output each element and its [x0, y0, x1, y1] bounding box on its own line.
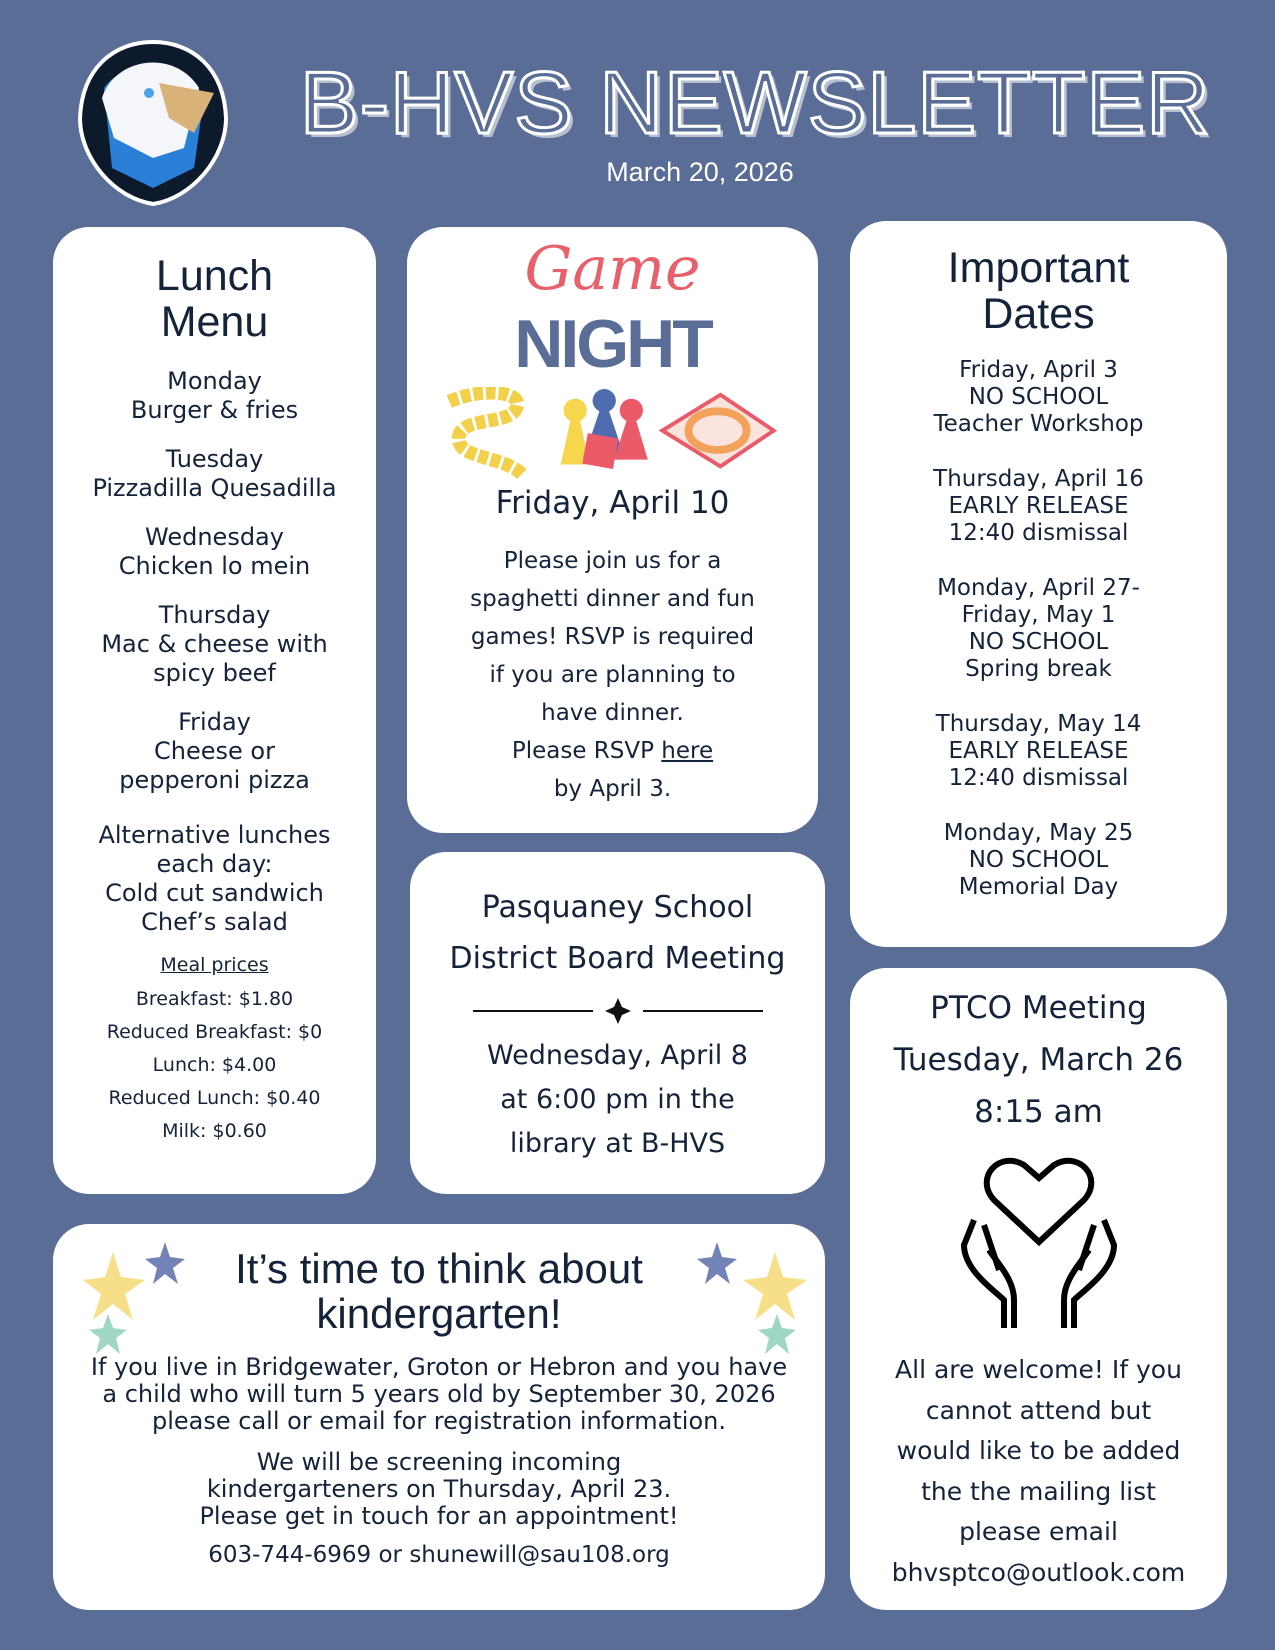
important-dates-title: Important Dates — [947, 244, 1130, 338]
meal-price: Lunch: $4.00 — [152, 1054, 277, 1076]
ptco-text: please email — [959, 1517, 1118, 1546]
lunch-day-monday — [53, 367, 376, 425]
kindergarten-contact[interactable]: 603-744-6969 or shunewill@sau108.org — [208, 1542, 670, 1568]
alternative-lunches — [53, 821, 376, 937]
meal-price: Breakfast: $1.80 — [135, 988, 294, 1010]
important-date-line: EARLY RELEASE — [948, 493, 1129, 519]
ptco-text: cannot attend but — [925, 1395, 1152, 1425]
meal-price: Reduced Breakfast: $0 — [106, 1021, 323, 1043]
kindergarten-card — [53, 1224, 825, 1610]
ptco-card — [850, 968, 1227, 1610]
important-date-line: Thursday, May 14 — [935, 711, 1142, 737]
alt-lunch-line: each day: — [156, 850, 273, 878]
kindergarten-title: It’s time to think about kindergarten! — [235, 1245, 643, 1337]
important-date-line: Friday, April 3 — [959, 357, 1118, 383]
lunch-day-tuesday — [53, 445, 376, 503]
important-dates-card — [850, 221, 1227, 947]
lunch-day-wednesday — [53, 523, 376, 581]
ptco-text: All are welcome! If you — [895, 1355, 1182, 1384]
important-date-line: Monday, April 27- — [937, 575, 1140, 601]
important-date-line: NO SCHOOL — [968, 847, 1109, 873]
important-date-line: Friday, May 1 — [961, 602, 1116, 628]
important-date-line: Thursday, April 16 — [933, 466, 1144, 492]
meal-price: Milk: $0.60 — [162, 1120, 267, 1142]
board-meeting-card — [410, 852, 825, 1194]
newsletter-date: March 20, 2026 — [606, 157, 794, 187]
hands-heart-icon — [954, 1150, 1124, 1330]
stars-right-icon — [697, 1242, 807, 1357]
kindergarten-info: please call or email for registration information. — [151, 1407, 726, 1435]
rsvp-deadline: by April 3. — [553, 776, 672, 802]
important-date-line: 12:40 dismissal — [948, 765, 1129, 791]
kindergarten-screening: Please get in touch for an appointment! — [199, 1502, 679, 1530]
important-date-item — [850, 357, 1227, 438]
game-script: Game — [524, 234, 701, 304]
game-night-text: spaghetti dinner and fun — [470, 586, 755, 612]
lunch-day-label: Monday — [167, 367, 262, 395]
lunch-day-friday — [53, 708, 376, 795]
important-date-line: Monday, May 25 — [943, 820, 1134, 846]
meal-prices-title: Meal prices — [160, 954, 269, 976]
meal-price: Reduced Lunch: $0.40 — [108, 1087, 321, 1109]
divider-sparkle — [473, 996, 763, 1026]
lunch-day-label: Wednesday — [145, 523, 284, 551]
kindergarten-screening: kindergarteners on Thursday, April 23. — [206, 1475, 672, 1503]
ptco-text: the the mailing list — [921, 1476, 1156, 1506]
rsvp-line — [407, 732, 818, 770]
lunch-day-thursday — [53, 601, 376, 688]
game-night-date: Friday, April 10 — [495, 485, 730, 521]
ptco-email[interactable]: bhvsptco@outlook.com — [891, 1557, 1186, 1587]
important-date-line: 12:40 dismissal — [948, 520, 1129, 546]
important-date-line: Teacher Workshop — [933, 411, 1144, 437]
lunch-day-label: Friday — [178, 708, 251, 736]
board-game-icons — [439, 387, 784, 479]
important-date-line: Memorial Day — [958, 874, 1119, 900]
night-title: NIGHT — [514, 306, 711, 382]
game-night-card — [407, 227, 818, 833]
game-night-text: games! RSVP is required — [470, 624, 755, 650]
board-meeting-detail: at 6:00 pm in the — [500, 1084, 735, 1115]
lunch-meal: Mac & cheese with — [101, 630, 328, 658]
important-date-item — [850, 466, 1227, 547]
alt-lunch-line: Cold cut sandwich — [105, 879, 324, 907]
board-meeting-title: Pasquaney School District Board Meeting — [449, 890, 786, 976]
ptco-time: 8:15 am — [974, 1094, 1103, 1130]
lunch-day-label: Tuesday — [165, 445, 264, 473]
newsletter-title: B-HVS NEWSLETTER — [300, 53, 1211, 152]
ptco-date: Tuesday, March 26 — [893, 1042, 1184, 1078]
lunch-meal: pepperoni pizza — [119, 766, 310, 794]
important-date-line: EARLY RELEASE — [948, 738, 1129, 764]
lunch-meal: Burger & fries — [130, 396, 299, 424]
alt-lunch-line: Chef’s salad — [141, 908, 288, 936]
lunch-meal: Cheese or — [154, 737, 275, 765]
lunch-meal: spicy beef — [153, 659, 276, 687]
game-night-text: have dinner. — [541, 700, 684, 726]
ptco-text: would like to be added — [896, 1436, 1181, 1465]
rsvp-link[interactable]: here — [661, 738, 714, 764]
alt-lunch-line: Alternative lunches — [98, 821, 331, 849]
important-date-item — [850, 711, 1227, 792]
board-meeting-detail: Wednesday, April 8 — [487, 1040, 748, 1071]
rsvp-prefix: Please RSVP — [511, 738, 662, 764]
kindergarten-screening: We will be screening incoming — [256, 1448, 622, 1476]
kindergarten-info: a child who will turn 5 years old by September 30, 2026 — [102, 1380, 776, 1408]
important-date-line: NO SCHOOL — [968, 629, 1109, 655]
lunch-menu-card — [53, 227, 376, 1194]
game-night-text: Please join us for a — [503, 548, 722, 574]
lunch-meal: Pizzadilla Quesadilla — [92, 474, 337, 502]
important-date-item — [850, 575, 1227, 683]
lunch-meal: Chicken lo mein — [118, 552, 311, 580]
lunch-title: Lunch Menu — [155, 252, 274, 346]
ptco-title: PTCO Meeting — [930, 990, 1147, 1026]
kindergarten-info: If you live in Bridgewater, Groton or Hebron and you have — [90, 1353, 788, 1381]
important-date-line: Spring break — [965, 656, 1112, 682]
lunch-day-label: Thursday — [158, 601, 271, 629]
important-date-line: NO SCHOOL — [968, 384, 1109, 410]
stars-left-icon — [83, 1242, 193, 1357]
eagle-logo — [74, 38, 232, 206]
important-date-item — [850, 820, 1227, 901]
board-meeting-detail: library at B-HVS — [509, 1128, 726, 1159]
game-night-text: if you are planning to — [489, 662, 736, 688]
